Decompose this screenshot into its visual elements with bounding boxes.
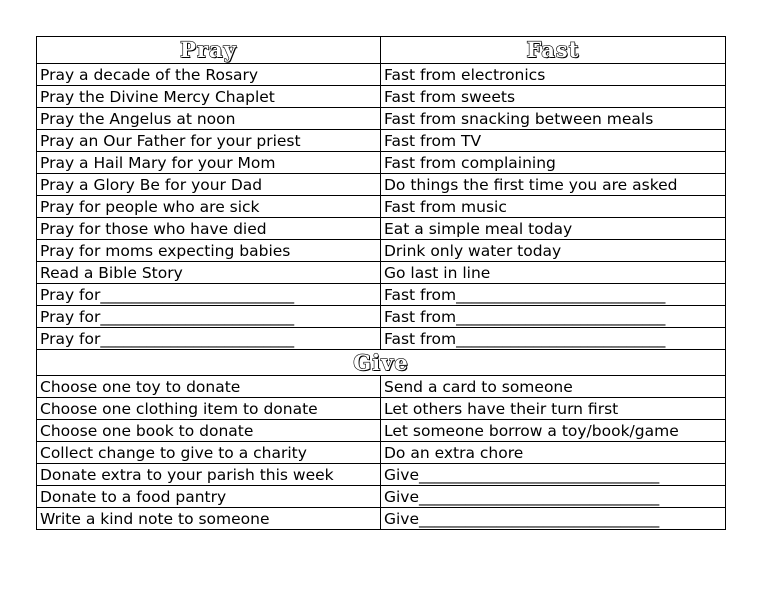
table-row [37,64,726,86]
lent-activities-table [36,36,726,530]
pray-cell: Pray for those who have died [37,218,381,240]
fast-cell: Eat a simple meal today [380,218,725,240]
table-row [37,398,726,420]
table-row [37,508,726,530]
fast-cell: Fast from complaining [380,152,725,174]
give-cell-right: Give_______________________________ [380,464,725,486]
fast-cell: Fast from music [380,196,725,218]
give-cell-right: Send a card to someone [380,376,725,398]
table-row [37,442,726,464]
pray-cell: Pray a Glory Be for your Dad [37,174,381,196]
table-row [37,152,726,174]
give-cell-right: Do an extra chore [380,442,725,464]
table-row [37,328,726,350]
fast-cell: Fast from___________________________ [380,306,725,328]
fast-cell: Fast from TV [380,130,725,152]
table-row [37,306,726,328]
pray-cell: Pray for moms expecting babies [37,240,381,262]
table-row [37,174,726,196]
give-cell-right: Give_______________________________ [380,486,725,508]
give-cell-left: Write a kind note to someone [37,508,381,530]
table-row [37,464,726,486]
pray-cell: Pray a Hail Mary for your Mom [37,152,381,174]
pray-cell: Pray an Our Father for your priest [37,130,381,152]
header-row-pray-fast [37,37,726,64]
fast-cell: Fast from sweets [380,86,725,108]
give-cell-right: Let someone borrow a toy/book/game [380,420,725,442]
table-row [37,284,726,306]
header-row-give [37,350,726,376]
table-row [37,196,726,218]
table-row [37,420,726,442]
fast-cell: Fast from___________________________ [380,328,725,350]
table-row [37,86,726,108]
give-cell-left: Choose one toy to donate [37,376,381,398]
pray-cell: Read a Bible Story [37,262,381,284]
give-cell-left: Donate to a food pantry [37,486,381,508]
pray-cell: Pray for people who are sick [37,196,381,218]
table-row [37,262,726,284]
pray-cell: Pray for_________________________ [37,328,381,350]
fast-cell: Drink only water today [380,240,725,262]
give-cell-left: Collect change to give to a charity [37,442,381,464]
give-cell-right: Let others have their turn first [380,398,725,420]
table-row [37,130,726,152]
pray-cell: Pray the Divine Mercy Chaplet [37,86,381,108]
give-cell-right: Give_______________________________ [380,508,725,530]
fast-cell: Go last in line [380,262,725,284]
fast-cell: Do things the first time you are asked [380,174,725,196]
fast-cell: Fast from___________________________ [380,284,725,306]
pray-cell: Pray a decade of the Rosary [37,64,381,86]
fast-cell: Fast from electronics [380,64,725,86]
pray-cell: Pray the Angelus at noon [37,108,381,130]
give-header: Give [37,350,726,376]
pray-header: Pray [37,37,381,64]
table-row [37,218,726,240]
fast-header: Fast [380,37,725,64]
pray-cell: Pray for_________________________ [37,306,381,328]
table-row [37,240,726,262]
table-row [37,376,726,398]
table-body [37,37,726,530]
give-cell-left: Choose one clothing item to donate [37,398,381,420]
fast-cell: Fast from snacking between meals [380,108,725,130]
table-row [37,486,726,508]
give-cell-left: Choose one book to donate [37,420,381,442]
give-cell-left: Donate extra to your parish this week [37,464,381,486]
pray-cell: Pray for_________________________ [37,284,381,306]
table-row [37,108,726,130]
